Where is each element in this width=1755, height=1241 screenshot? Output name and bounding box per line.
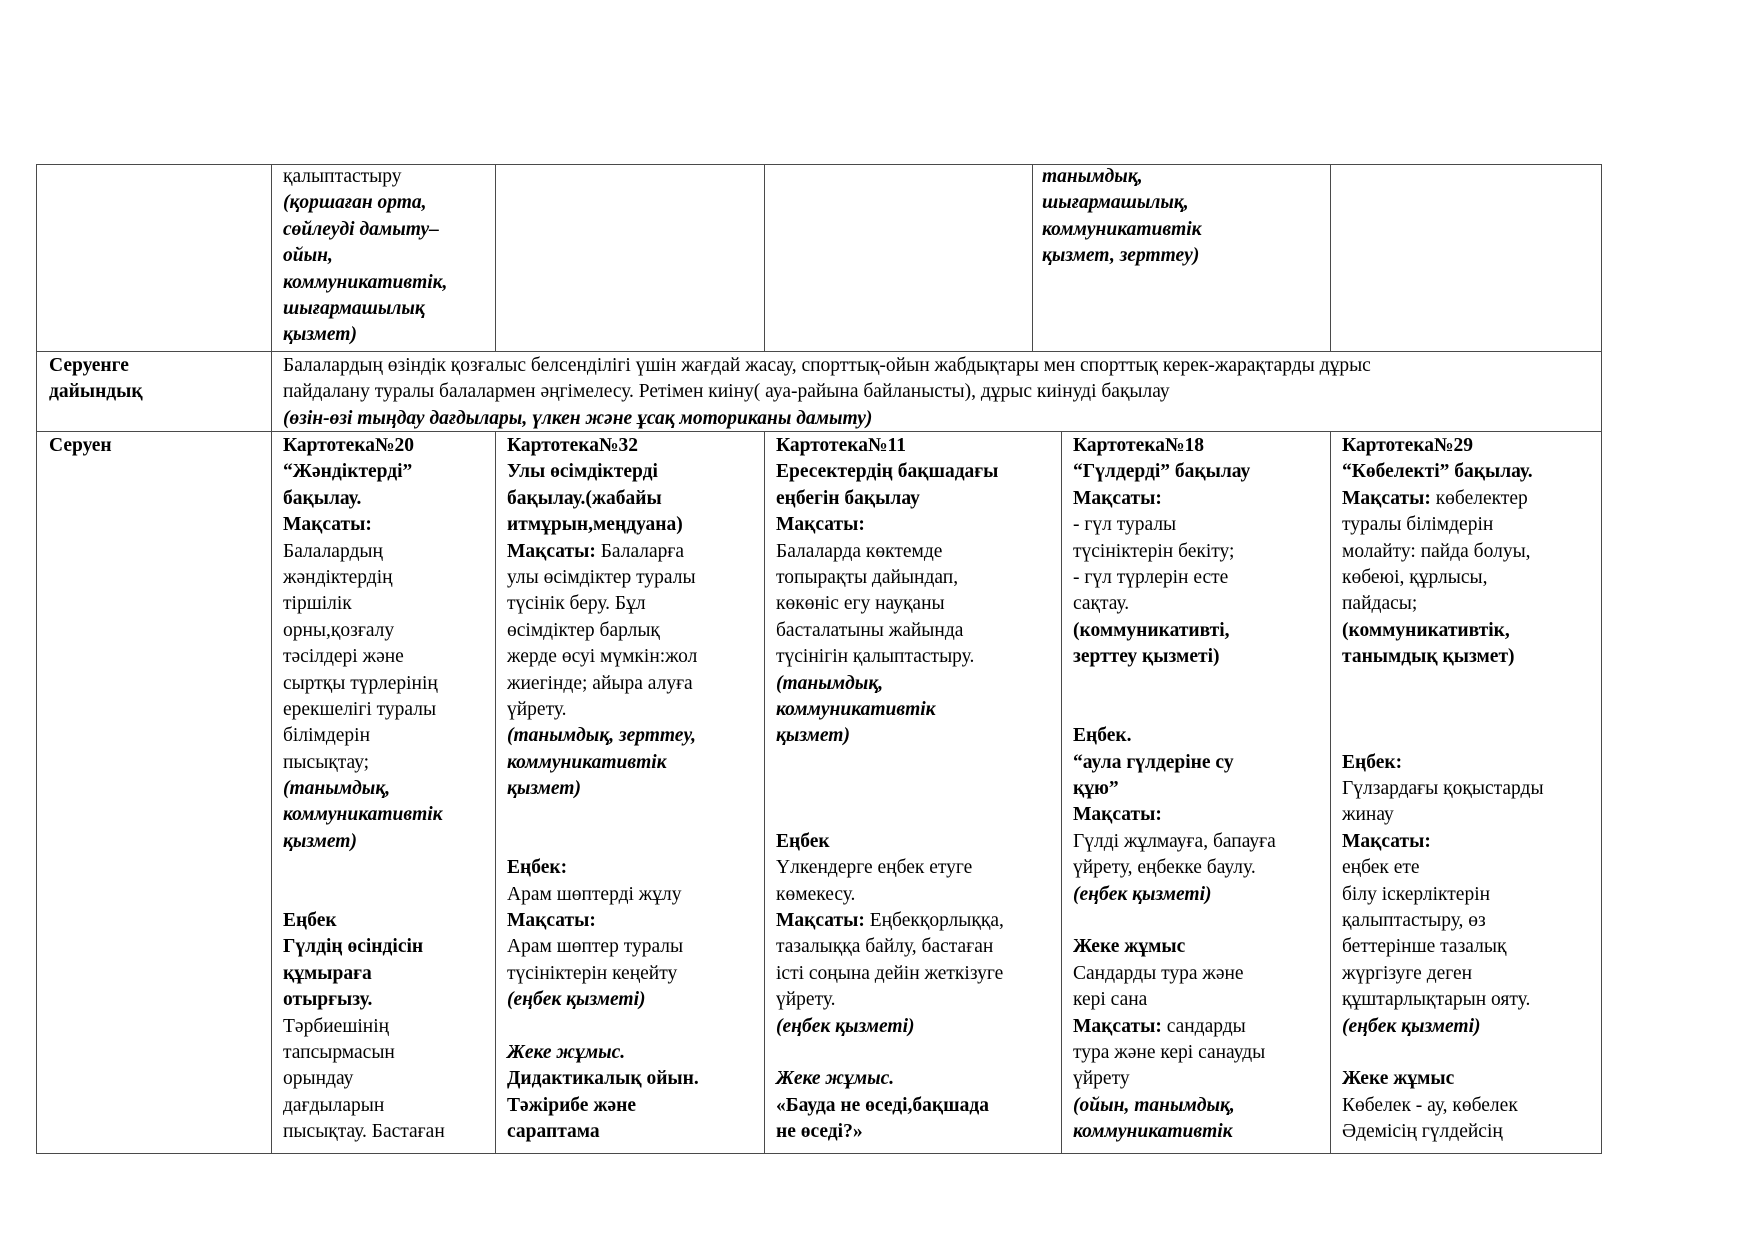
cell-line: коммуникативтік xyxy=(776,698,936,720)
cell-line: Арам шөптерді жұлу xyxy=(507,883,682,905)
cell-line: еңбек ете xyxy=(1342,857,1420,879)
walk-preparation-label xyxy=(49,353,143,406)
cell-line: - гүл туралы xyxy=(1073,514,1177,536)
row1-col2-text xyxy=(283,164,447,349)
cell-line: еңбегін бақылау xyxy=(776,487,920,509)
cell-line: құмыраға xyxy=(283,962,372,984)
cell-line: шығармашылық, xyxy=(1042,192,1189,214)
cell-line xyxy=(1342,697,1544,723)
cell-line: құю” xyxy=(1073,778,1119,800)
cell-line: Балаларда көктемде xyxy=(776,540,943,562)
cell-line xyxy=(1342,486,1544,512)
cell-line: отырғызу. xyxy=(283,989,373,1011)
cell-line: молайту: пайда болуы, xyxy=(1342,540,1531,562)
cell-line xyxy=(1342,671,1544,697)
row1-col5-text xyxy=(1042,164,1202,270)
cell-line: Мақсаты: xyxy=(776,514,865,536)
cell-line: көкөніс егу науқаны xyxy=(776,593,945,615)
cell-line: түсінік беру. Бұл xyxy=(507,593,646,615)
cell-line: Көбелек - ау, көбелек xyxy=(1342,1094,1518,1116)
table-border-left xyxy=(36,164,37,1154)
cell-line: (танымдық, зерттеу, xyxy=(507,725,697,747)
cell-line: ерекшелігі туралы xyxy=(283,698,437,720)
cell-line: (танымдық, xyxy=(283,778,391,800)
cell-line xyxy=(283,882,445,908)
label-text: Мақсаты: xyxy=(507,540,596,562)
cell-line: жиегінде; айыра алуға xyxy=(507,672,693,694)
cell-line: улы өсімдіктер туралы xyxy=(507,566,696,588)
cell-line: (қоршаған орта, xyxy=(283,192,427,214)
cell-line: қызмет) xyxy=(283,324,357,346)
cell-line: “Көбелекті” бақылау. xyxy=(1342,461,1533,483)
cell-line: тура және кері санауды xyxy=(1073,1041,1266,1063)
cell-line: зерттеу қызметі) xyxy=(1073,646,1220,668)
walk-label xyxy=(49,433,112,459)
cell-line: «Бауда не өседі,бақшада xyxy=(776,1094,989,1116)
cell-line: Картотека№11 xyxy=(776,435,906,456)
value-text: көбелектер xyxy=(1430,487,1528,509)
cell-line: Тәрбиешінің xyxy=(283,1015,390,1037)
walk-card-29 xyxy=(1342,433,1544,1146)
cell-line: Картотека№18 xyxy=(1073,435,1205,456)
walk-card-32 xyxy=(507,433,699,1146)
cell-line: түсініктерін кеңейту xyxy=(507,962,678,984)
col-divider-label xyxy=(271,164,272,1154)
cell-line: істі соңына дейін жеткізуге xyxy=(776,962,1004,984)
cell-line: білу іскерліктерін xyxy=(1342,883,1491,905)
cell-line xyxy=(507,829,699,855)
cell-line: коммуникативтік xyxy=(1042,218,1202,240)
cell-line: танымдық, xyxy=(1042,166,1143,187)
cell-line xyxy=(507,1014,699,1040)
cell-line: (еңбек қызметі) xyxy=(1342,1015,1481,1037)
cell-line xyxy=(1342,723,1544,749)
cell-line: қызмет, зерттеу) xyxy=(1042,245,1200,267)
cell-line: Гүлді жұлмауға, бапауға xyxy=(1073,830,1276,852)
cell-line: “Жәндіктерді” xyxy=(283,461,413,483)
cell-line: бақылау.(жабайы xyxy=(507,487,662,509)
cell-line: Мақсаты: xyxy=(1073,804,1162,826)
cell-line: пайдасы; xyxy=(1342,593,1418,615)
col-divider-3-row1 xyxy=(764,164,765,352)
cell-line: (еңбек қызметі) xyxy=(776,1015,915,1037)
col-divider-2-row3 xyxy=(495,431,496,1154)
cell-line: Балалардың xyxy=(283,540,383,562)
cell-line: орындау xyxy=(283,1068,354,1090)
table-border-right xyxy=(1601,164,1602,1154)
cell-line: Ересектердің бақшадағы xyxy=(776,461,999,483)
cell-line: итмұрын,меңдуана) xyxy=(507,514,683,536)
cell-line: Мақсаты: xyxy=(1073,487,1162,509)
cell-line: сараптама xyxy=(507,1121,600,1143)
cell-line: Картотека№32 xyxy=(507,435,639,456)
cell-line: Жеке жұмыс. xyxy=(507,1041,626,1063)
cell-line: пысықтау; xyxy=(283,751,370,773)
cell-line: үйрету xyxy=(1073,1068,1130,1090)
cell-line xyxy=(776,908,1004,934)
cell-line: ойын, xyxy=(283,245,333,267)
cell-line xyxy=(1073,697,1276,723)
cell-line: түсініктерін бекіту; xyxy=(1073,540,1235,562)
col-divider-4-row1 xyxy=(1032,164,1033,352)
cell-line: үйрету, еңбекке баулу. xyxy=(1073,857,1256,879)
cell-line: (еңбек қызметі) xyxy=(1073,883,1212,905)
cell-line: Жеке жұмыс xyxy=(1073,936,1186,958)
cell-line: көбеюі, құрлысы, xyxy=(1342,566,1488,588)
cell-line: тәсілдері және xyxy=(283,646,404,668)
cell-line: танымдық қызмет) xyxy=(1342,646,1515,668)
cell-line: “аула гүлдеріне су xyxy=(1073,751,1234,773)
cell-line: не өседі?» xyxy=(776,1121,863,1143)
cell-line xyxy=(1073,1014,1276,1040)
cell-line xyxy=(507,539,699,565)
cell-line: түсінігін қалыптастыру. xyxy=(776,646,975,668)
cell-line: қызмет) xyxy=(507,778,581,800)
cell-line: (коммуникативті, xyxy=(1073,619,1230,641)
cell-line xyxy=(507,802,699,828)
cell-line: Тәжірибе және xyxy=(507,1094,637,1116)
col-divider-5-row3 xyxy=(1330,431,1331,1154)
cell-line: тазалыққа байлу, бастаған xyxy=(776,936,994,958)
cell-line: үйрету. xyxy=(507,698,567,720)
cell-line: (танымдық, xyxy=(776,672,884,694)
value-text: сандарды xyxy=(1161,1015,1246,1037)
col-divider-3-row3 xyxy=(764,431,765,1154)
cell-line: топырақты дайындап, xyxy=(776,566,959,588)
col-divider-2-row1 xyxy=(495,164,496,352)
cell-line: көмекесу. xyxy=(776,883,856,905)
cell-line: сөйлеуді дамыту– xyxy=(283,218,439,240)
cell-line: жинау xyxy=(1342,804,1394,826)
cell-line: коммуникативтік, xyxy=(283,271,448,293)
cell-line: (өзін-өзі тыңдау дағдылары, үлкен және ұсақ моториканы дамыту) xyxy=(283,407,873,429)
walk-card-11 xyxy=(776,433,1004,1146)
cell-line: қызмет) xyxy=(776,725,850,747)
cell-line: (ойын, танымдық, xyxy=(1073,1094,1235,1116)
cell-line: Серуенге xyxy=(49,355,129,376)
cell-line: - гүл түрлерін есте xyxy=(1073,566,1229,588)
cell-line: басталатыны жайында xyxy=(776,619,964,641)
cell-line xyxy=(776,750,1004,776)
cell-line: Еңбек: xyxy=(1342,751,1403,773)
cell-line: тапсырмасын xyxy=(283,1041,395,1063)
col-divider-5-row1 xyxy=(1330,164,1331,352)
cell-line: Балалардың өзіндік қозғалыс белсенділігі үшін жағдай жасау, спорттық-ойын жабдықтары мен спорттық керек-жарақтарды дұрыс xyxy=(283,355,1371,376)
cell-line: жәндіктердің xyxy=(283,566,393,588)
cell-line: үйрету. xyxy=(776,989,836,1011)
cell-line: (еңбек қызметі) xyxy=(507,989,646,1011)
plan-table xyxy=(36,164,1602,1154)
cell-line: Сандарды тура және xyxy=(1073,962,1244,984)
cell-line: Гүлдің өсіндісін xyxy=(283,936,424,958)
cell-line: беттерінше тазалық xyxy=(1342,936,1507,958)
cell-line: өсімдіктер барлық xyxy=(507,619,660,641)
cell-line: шығармашылық xyxy=(283,297,425,319)
cell-line: Мақсаты: xyxy=(507,910,596,932)
cell-line: пысықтау. Бастаған xyxy=(283,1121,445,1143)
cell-line: Серуен xyxy=(49,435,112,456)
cell-line: туралы білімдерін xyxy=(1342,514,1494,536)
cell-line: құштарлықтарын ояту. xyxy=(1342,989,1531,1011)
cell-line: Дидактикалық ойын. xyxy=(507,1068,699,1090)
cell-line xyxy=(1342,1040,1544,1066)
cell-line xyxy=(776,1040,1004,1066)
cell-line: сақтау. xyxy=(1073,593,1130,615)
walk-card-18 xyxy=(1073,433,1276,1146)
cell-line: тіршілік xyxy=(283,593,352,615)
label-text: Мақсаты: xyxy=(1342,487,1431,509)
cell-line: Еңбек: xyxy=(507,857,568,879)
cell-line: “Гүлдерді” бақылау xyxy=(1073,461,1251,483)
cell-line: Жеке жұмыс xyxy=(1342,1068,1455,1090)
walk-card-20 xyxy=(283,433,445,1146)
cell-line: Мақсаты: xyxy=(1342,830,1431,852)
cell-line: сыртқы түрлерінің xyxy=(283,672,438,694)
value-text: Балаларға xyxy=(595,540,685,562)
cell-line: коммуникативтік xyxy=(1073,1121,1233,1143)
cell-line xyxy=(1073,671,1276,697)
cell-line: білімдерін xyxy=(283,725,371,747)
cell-line: Еңбек xyxy=(776,830,830,852)
cell-line: жерде өсуі мүмкін:жол xyxy=(507,646,698,668)
cell-line: Мақсаты: xyxy=(283,514,372,536)
cell-line xyxy=(776,802,1004,828)
cell-line: Улы өсімдіктерді xyxy=(507,461,658,483)
cell-line xyxy=(1073,908,1276,934)
cell-line: Арам шөптер туралы xyxy=(507,936,684,958)
cell-line: дайындық xyxy=(49,381,143,403)
walk-preparation-content xyxy=(283,353,1371,432)
cell-line: дағдыларын xyxy=(283,1094,385,1116)
cell-line: қалыптастыру, өз xyxy=(1342,910,1486,932)
cell-line: Гүлзардағы қоқыстарды xyxy=(1342,778,1544,800)
cell-line: қалыптастыру xyxy=(283,166,402,187)
cell-line: Жеке жұмыс. xyxy=(776,1068,895,1090)
cell-line: Әдемісің гүлдейсің xyxy=(1342,1121,1503,1143)
cell-line: қызмет) xyxy=(283,830,357,852)
cell-line: (коммуникативтік, xyxy=(1342,619,1510,641)
cell-line: Еңбек xyxy=(283,910,337,932)
cell-line: пайдалану туралы балалармен әңгімелесу. Ретімен киіну( ауа-райына байланысты), дұрыс киінуді бақылау xyxy=(283,381,1170,403)
value-text: Еңбекқорлыққа, xyxy=(864,910,1004,932)
cell-line: Картотека№29 xyxy=(1342,435,1474,456)
cell-line: Үлкендерге еңбек етуге xyxy=(776,857,973,879)
cell-line: Еңбек. xyxy=(1073,725,1132,747)
cell-line: орны,қозғалу xyxy=(283,619,395,641)
cell-line xyxy=(283,855,445,881)
cell-line: жүргізуге деген xyxy=(1342,962,1473,984)
label-text: Мақсаты: xyxy=(776,910,865,932)
col-divider-4-row3 xyxy=(1061,431,1062,1154)
cell-line: бақылау. xyxy=(283,487,362,509)
cell-line: коммуникативтік xyxy=(283,804,443,826)
label-text: Мақсаты: xyxy=(1073,1015,1162,1037)
cell-line: коммуникативтік xyxy=(507,751,667,773)
cell-line: кері сана xyxy=(1073,989,1148,1011)
cell-line: Картотека№20 xyxy=(283,435,415,456)
cell-line xyxy=(776,776,1004,802)
